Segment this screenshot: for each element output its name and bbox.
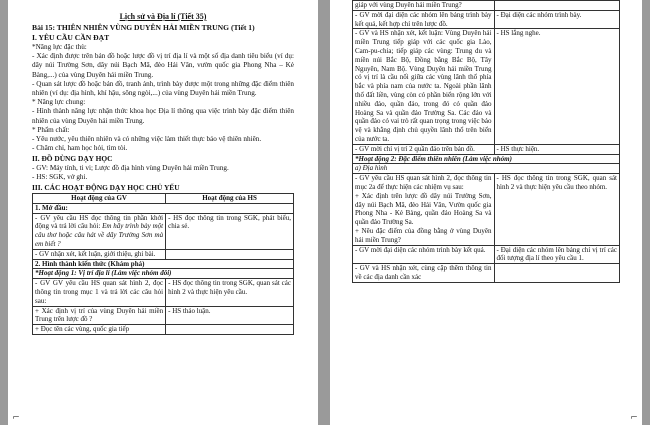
table-row — [353, 154, 620, 164]
table-row — [353, 1, 620, 11]
table-activity-title: *Hoạt động 2: Đặc điểm thiên nhiên (Làm việc nhóm) — [353, 154, 620, 164]
activity-table — [32, 193, 294, 335]
cell-text: - GV yêu cầu HS quan sát hình 2, đọc thông tin mục 2a để thực hiện các nhiệm vụ sau: — [355, 174, 492, 191]
table-cell: - GV nhận xét, kết luận, giới thiệu, ghi bài. — [33, 249, 166, 259]
page-corner-mark: ⌐ — [630, 413, 638, 423]
document-page-2 — [330, 0, 642, 425]
table-section-title: 2. Hình thành kiến thức (Khám phá) — [33, 259, 294, 269]
section-heading-2: II. ĐỒ DÙNG DẠY HỌC — [32, 154, 113, 164]
paragraph: - Hình thành năng lực nhận thức khoa học Địa lí thông qua việc trình bày đặc điểm thiên nhiên của vùng Duyên hải miền Trung. — [32, 107, 294, 125]
table-cell: - Đại diện các nhóm trình bày. — [494, 10, 620, 29]
document-page-1 — [8, 0, 318, 425]
table-cell: giáp với vùng Duyên hải miền Trung? — [353, 1, 495, 11]
paragraph: - HS: SGK, vở ghi. — [32, 173, 88, 182]
section-heading-3: III. CÁC HOẠT ĐỘNG DẠY HỌC CHỦ YẾU — [32, 183, 180, 193]
lesson-heading: Bài 15: THIÊN NHIÊN VÙNG DUYÊN HẢI MIỀN TRUNG (Tiết 1) — [32, 23, 255, 32]
table-cell: + Đọc tên các vùng, quốc gia tiếp — [33, 325, 166, 335]
table-subsection-title: a) Địa hình — [353, 164, 620, 174]
cell-text: + Xác định trên lược đồ dãy núi Trường Sơn, dãy núi Bạch Mã, đèo Hải Vân, Vườn quốc gia Phong Nha - Kẻ Bàng, quần đảo Hoàng Sa và quần đảo Trường Sa. — [355, 191, 492, 227]
table-row — [33, 249, 294, 259]
table-cell: - HS đọc thông tin trong SGK, quan sát các hình 2 và thực hiện yêu cầu. — [166, 279, 294, 306]
table-cell: - GV mời chỉ vị trí 2 quần đảo trên bản đồ. — [353, 144, 495, 154]
header-student: Hoạt động của HS — [166, 194, 294, 204]
table-row — [353, 245, 620, 264]
table-cell — [166, 325, 294, 335]
paragraph: - Quan sát lược đồ hoặc bản đồ, tranh ảnh, trình bày được một trong những đặc điểm thiên nhiên (ví dụ: địa hình, khí hậu, sông ngòi,...) của vùng Duyên hải miền Trung. — [32, 79, 294, 98]
table-row — [33, 325, 294, 335]
paragraph: - Yêu nước, yêu thiên nhiên và có những việc làm thiết thực bảo vệ thiên nhiên. — [32, 135, 262, 144]
paragraph: - Xác định được trên bản đồ hoặc lược đồ vị trí địa lí và một số địa danh tiêu biểu (ví dụ: dãy núi Trường Sơn, dãy núi Bạch Mã, đèo Hải Vân, vườn quốc gia Phong Nha – Kẻ Bàng,...) của vùng Duyên hải miền Trung. — [32, 52, 294, 79]
table-row — [353, 29, 620, 144]
table-cell: - HS thảo luận. — [166, 306, 294, 325]
table-cell: - GV mời đại diện các nhóm trình bày kết quả. — [353, 245, 495, 264]
table-row — [33, 213, 294, 249]
table-section-title: 1. Mở đầu: — [33, 203, 294, 213]
table-cell: + Xác định vị trí của vùng Duyên hải miền Trung trên lược đồ ? — [33, 306, 166, 325]
table-cell: - GV và HS nhận xét, kết luận: Vùng Duyên hải miền Trung tiếp giáp với các quốc gia Lào, Cam-pu-chia; tiếp giáp các vùng: Trung du và miền núi Bắc Bộ, Đồng bằng Bắc Bộ, Tây Nguyên, Nam Bộ. Vùng Duyên hải miền Trung có vị trí là cầu nối giữa các vùng lãnh thổ phía bắc và phía nam của nước ta. Ngoài phần lãnh thổ đất liền, vùng còn có phần biển rộng lớn với nhiều đảo, quần đảo, trong đó có quần đảo Hoàng Sa và quần đảo Trường Sa. Các đảo và quần đảo có vai trò rất quan trọng trong việc bảo vệ và khẳng định chủ quyền lãnh thổ trên biển của nước ta. — [353, 29, 495, 144]
table-cell: - GV mời đại diện các nhóm lên bảng trình bày kết quả, kết hợp chỉ trên lược đồ. — [353, 10, 495, 29]
table-row — [353, 174, 620, 245]
table-cell — [353, 174, 495, 245]
table-row — [353, 144, 620, 154]
table-row — [33, 259, 294, 269]
cell-text: - GV yêu cầu HS đọc thông tin phần khởi động và trả lời câu hỏi: — [35, 213, 164, 231]
table-row — [353, 264, 620, 283]
cell-question: Em hãy trình bày một câu thơ hoặc câu hát về dãy Trường Sơn mà em biết ? — [35, 222, 164, 249]
table-header-row — [33, 194, 294, 204]
table-cell: - Đại diện các nhóm lên bảng chỉ vị trí các đối tượng địa lí theo yêu cầu 1. — [494, 245, 620, 264]
table-row — [353, 164, 620, 174]
table-row — [33, 203, 294, 213]
paragraph: * Phẩm chất: — [32, 125, 70, 134]
paragraph: - GV: Máy tính, ti vi; Lược đồ địa hình vùng Duyên hải miền Trung. — [32, 164, 229, 173]
activity-table-continued — [352, 0, 620, 283]
section-heading-1: I. YÊU CẦU CẦN ĐẠT — [32, 33, 110, 42]
table-cell: - HS thực hiện. — [494, 144, 620, 154]
table-row — [33, 279, 294, 306]
table-cell — [33, 213, 166, 249]
table-row — [33, 269, 294, 279]
header-teacher: Hoạt động của GV — [33, 194, 166, 204]
table-cell — [494, 1, 620, 11]
table-cell: - HS đọc thông tin trong SGK, quan sát hình 2 và thực hiện yêu cầu theo nhóm. — [494, 174, 620, 245]
page-title: Lịch sử và Địa lí (Tiết 35) — [119, 12, 207, 21]
table-row — [33, 306, 294, 325]
paragraph: * Năng lực chung: — [32, 98, 86, 107]
cell-text: + Nêu đặc điểm của đồng bằng ở vùng Duyên hải miền Trung? — [355, 226, 492, 244]
page-corner-mark: ⌐ — [12, 413, 20, 423]
table-cell — [166, 249, 294, 259]
paragraph: *Năng lực đặc thù: — [32, 43, 87, 51]
table-activity-title: *Hoạt động 1: Vị trí địa lí (Làm việc nhóm đôi) — [33, 269, 294, 279]
table-cell: - GV và HS nhận xét, cùng cặp thêm thông tin về các địa danh cần xác — [353, 264, 495, 283]
table-row — [353, 10, 620, 29]
table-cell: - HS lắng nghe. — [494, 29, 620, 144]
table-cell: - GV GV yêu cầu HS quan sát hình 2, đọc thông tin trong mục 1 và trả lời các câu hỏi sau: — [33, 279, 166, 306]
table-cell: - HS đọc thông tin trong SGK, phát biểu, chia sẻ. — [166, 213, 294, 249]
table-cell — [494, 264, 620, 283]
paragraph: - Chăm chỉ, ham học hỏi, tìm tòi. — [32, 144, 128, 153]
